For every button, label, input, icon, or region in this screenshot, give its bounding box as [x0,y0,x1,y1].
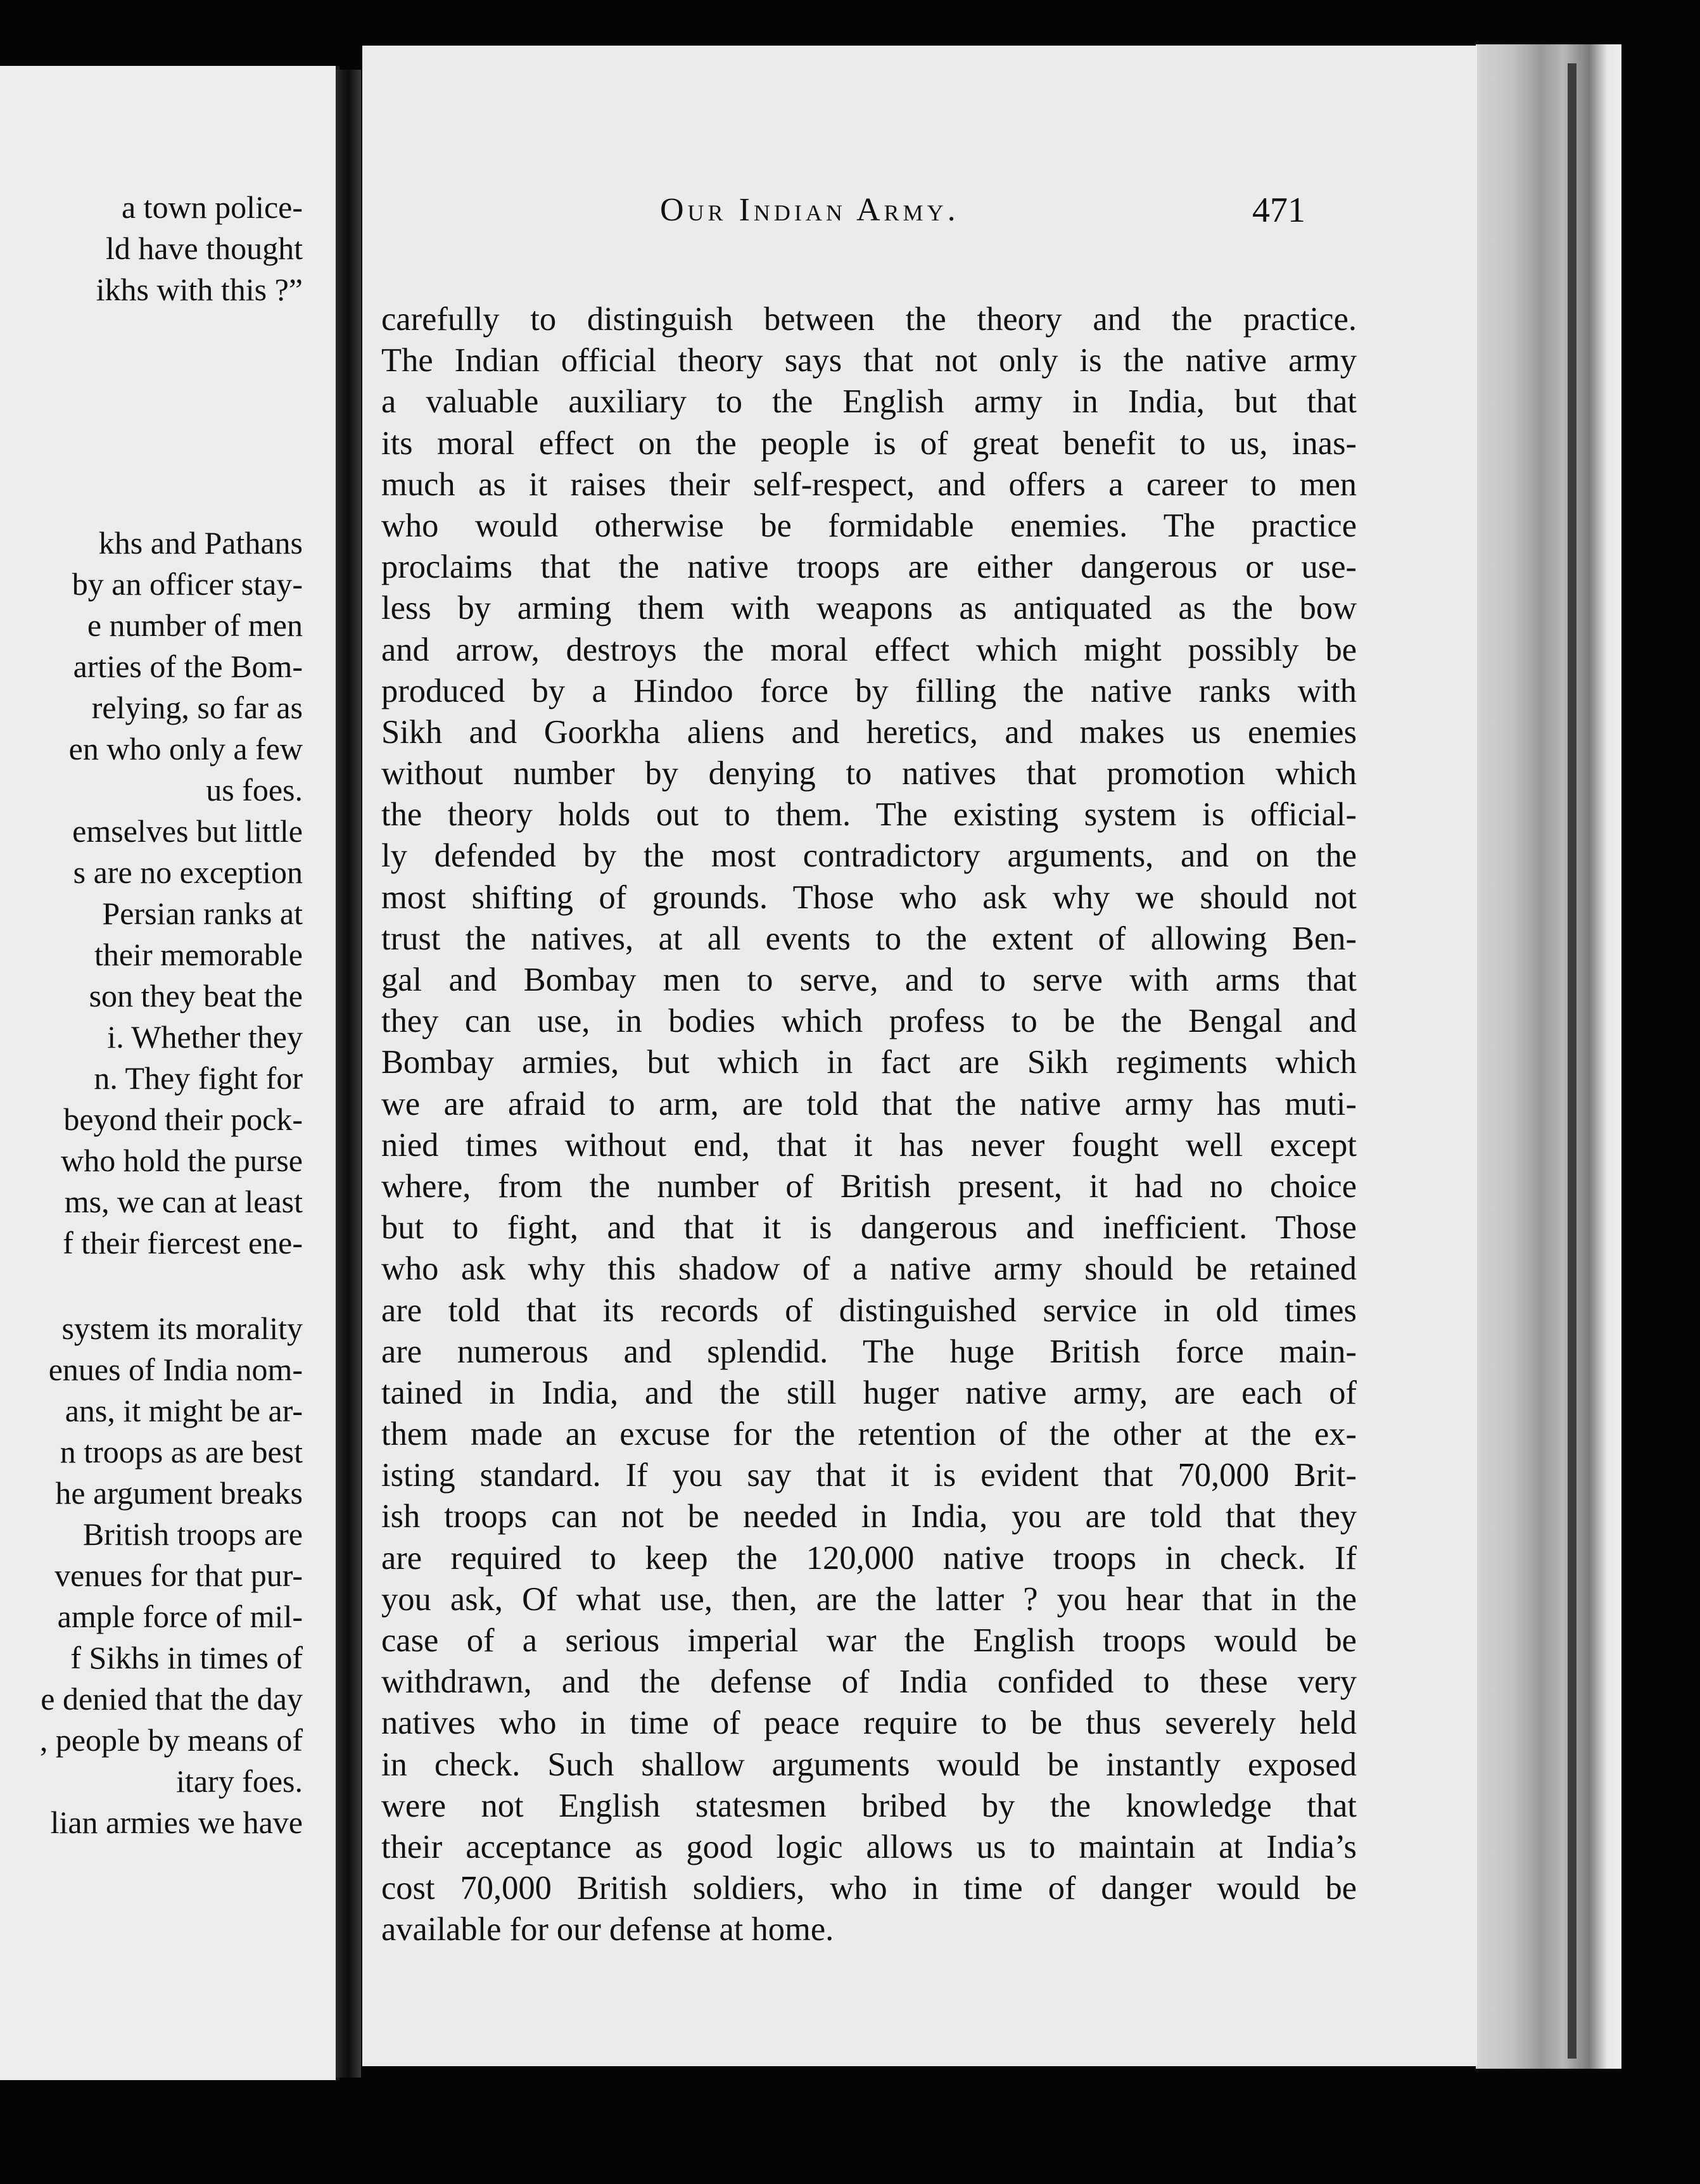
body-line: its moral effect on the people is of great benefit to us, inas- [381,424,1357,462]
body-line: less by arming them with weapons as antiquated as the bow [381,590,1357,627]
body-line: case of a serious imperial war the English troops would be [381,1622,1357,1659]
body-line: they can use, in bodies which profess to be the Bengal and [381,1003,1357,1040]
body-line: trust the natives, at all events to the extent of allowing Ben- [381,920,1357,957]
left-page-line: ample force of mil- [57,1599,303,1634]
body-line: much as it raises their self-respect, and offers a career to men [381,466,1357,503]
page-number: 471 [1252,191,1305,230]
body-line: isting standard. If you say that it is evident that 70,000 Brit- [381,1457,1357,1494]
body-line: are required to keep the 120,000 native troops in check. If [381,1539,1357,1577]
left-page-line: ld have thought [105,231,303,266]
body-line: The Indian official theory says that not only is the native army [381,342,1357,379]
right-page [362,46,1477,2066]
left-page-line: system its morality [61,1311,303,1346]
left-page-line: arties of the Bom- [73,649,303,684]
page-edge-shadow [1568,63,1576,2059]
left-page [0,66,339,2080]
left-page-line: e denied that the day [41,1681,303,1717]
left-page-line: f Sikhs in times of [70,1640,303,1675]
body-line: most shifting of grounds. Those who ask why we should not [381,879,1357,916]
body-line: the theory holds out to them. The existing system is official- [381,796,1357,834]
body-line: you ask, Of what use, then, are the latter ? you hear that in the [381,1580,1357,1618]
left-page-line: n. They fight for [94,1060,303,1096]
body-line: but to fight, and that it is dangerous and inefficient. Those [381,1209,1357,1247]
left-page-line: n troops as are best [60,1434,303,1470]
body-line: are numerous and splendid. The huge British force main- [381,1333,1357,1370]
left-page-line: who hold the purse [61,1143,303,1178]
body-line: natives who in time of peace require to be thus severely held [381,1705,1357,1742]
body-line: who ask why this shadow of a native army should be retained [381,1250,1357,1288]
left-page-line: f their fiercest ene- [63,1225,303,1260]
body-line: a valuable auxiliary to the English army in India, but that [381,383,1357,421]
left-page-line: he argument breaks [55,1475,303,1511]
body-line: nied times without end, that it has never fought well except [381,1126,1357,1164]
left-page-line: enues of India nom- [48,1352,303,1387]
left-page-line: khs and Pathans [98,525,303,561]
body-line: where, from the number of British present, it had no choice [381,1167,1357,1205]
body-line: without number by denying to natives that promotion which [381,755,1357,792]
left-page-line: beyond their pock- [63,1102,303,1137]
left-page-line: their memorable [94,937,303,972]
page-edge [1476,44,1621,2069]
left-page-line: Persian ranks at [102,896,303,931]
body-line: tained in India, and the still huger native army, are each of [381,1374,1357,1411]
left-page-line: by an officer stay- [72,566,303,602]
left-page-line: us foes. [206,772,303,808]
left-page-text [0,66,336,2080]
left-page-line: British troops are [82,1516,303,1552]
left-page-line: en who only a few [68,731,303,766]
left-page-line: s are no exception [73,854,303,890]
left-page-line: ans, it might be ar- [65,1393,303,1428]
body-line: them made an excuse for the retention of the other at the ex- [381,1416,1357,1453]
body-line: were not English statesmen bribed by the knowledge that [381,1787,1357,1824]
left-page-line: emselves but little [72,813,303,849]
left-page-line: ikhs with this ?” [96,272,303,307]
body-line: Bombay armies, but which in fact are Sikh regiments which [381,1044,1357,1081]
left-page-line: relying, so far as [91,690,303,725]
left-page-line: itary foes. [176,1763,303,1799]
body-line: available for our defense at home. [381,1911,834,1948]
body-line: and arrow, destroys the moral effect which might possibly be [381,631,1357,668]
body-line: gal and Bombay men to serve, and to serve with arms that [381,962,1357,998]
left-page-line: lian armies we have [50,1805,303,1840]
body-line: in check. Such shallow arguments would be instantly exposed [381,1746,1357,1783]
left-page-line: , people by means of [39,1722,303,1758]
body-line: ish troops can not be needed in India, you are told that they [381,1498,1357,1535]
body-text [381,299,1357,1951]
body-line: are told that its records of distinguished service in old times [381,1292,1357,1329]
body-line: produced by a Hindoo force by filling the native ranks with [381,672,1357,709]
body-line: ly defended by the most contradictory arguments, and on the [381,837,1357,875]
left-page-line: son they beat the [89,978,303,1013]
book-gutter [336,70,361,2078]
body-line: we are afraid to arm, are told that the native army has muti- [381,1085,1357,1122]
body-line: who would otherwise be formidable enemies. The practice [381,507,1357,544]
left-page-line: i. Whether they [107,1019,303,1055]
body-line: cost 70,000 British soldiers, who in time of danger would be [381,1870,1357,1907]
body-line: their acceptance as good logic allows us to maintain at India’s [381,1828,1357,1865]
body-line: proclaims that the native troops are either dangerous or use- [381,549,1357,586]
left-page-line: ms, we can at least [64,1184,303,1219]
body-line: withdrawn, and the defense of India confided to these very [381,1663,1357,1701]
left-page-line: e number of men [87,607,303,643]
left-page-line: a town police- [121,189,303,225]
body-line: Sikh and Goorkha aliens and heretics, and makes us enemies [381,713,1357,751]
body-line: carefully to distinguish between the theory and the practice. [381,301,1357,338]
running-head: Our Indian Army. [660,192,960,228]
left-page-line: venues for that pur- [54,1558,303,1593]
